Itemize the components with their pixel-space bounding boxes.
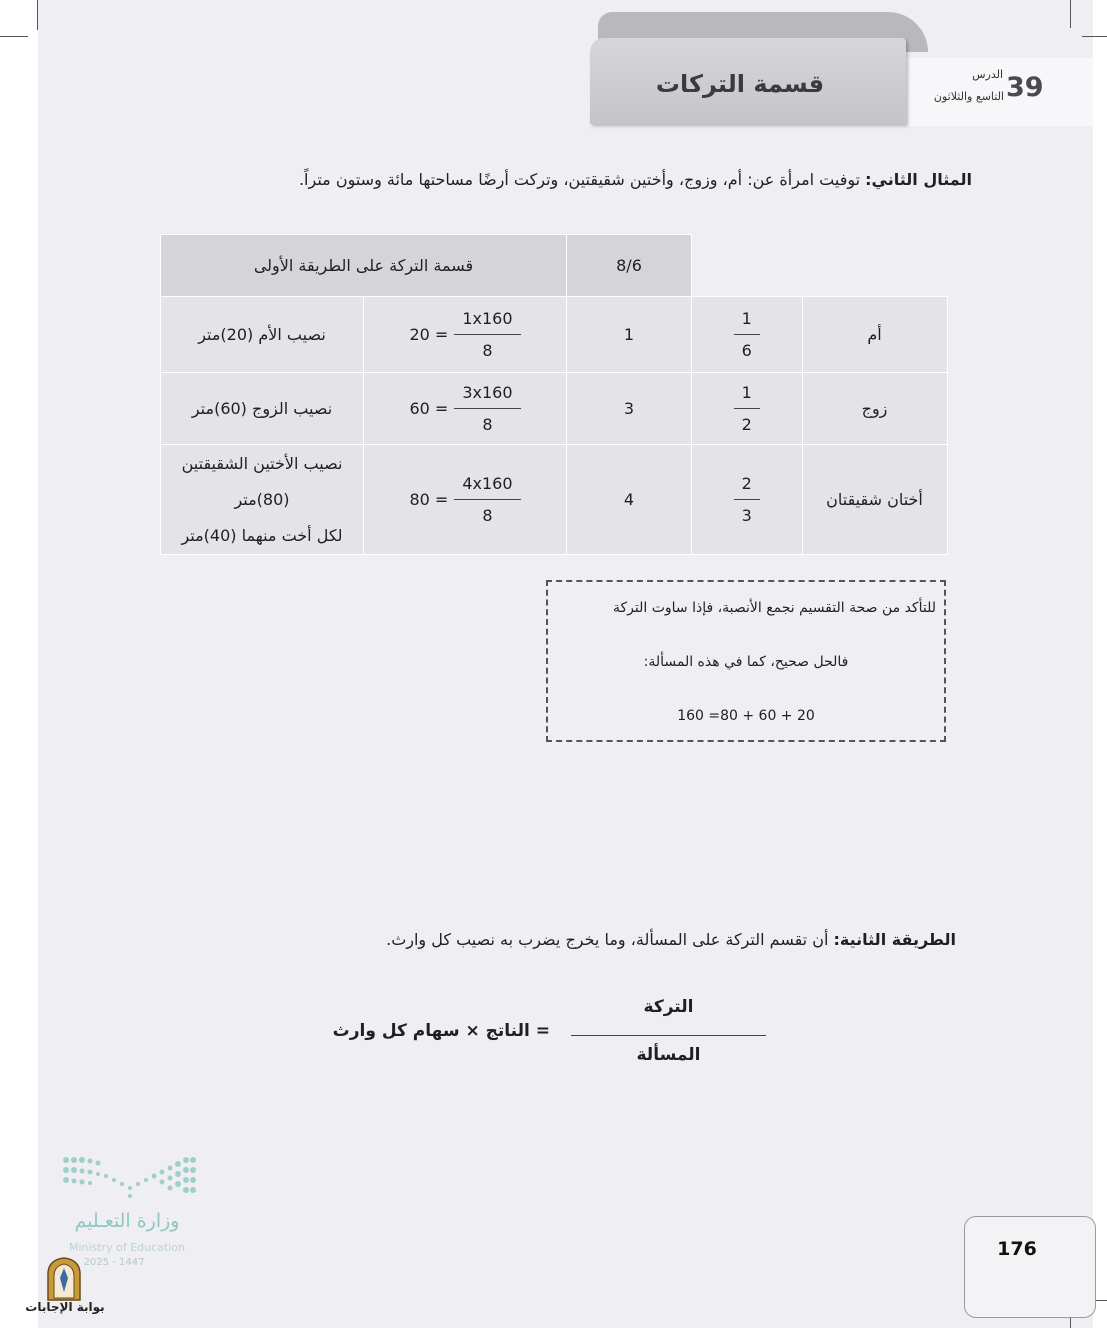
ministry-logo-icon [62, 1154, 196, 1202]
fraction [692, 297, 803, 373]
calc-result: 80 = [409, 490, 449, 509]
share-line: نصيب الأختين الشقيقتين [181, 453, 343, 473]
portal-logo-icon [44, 1256, 84, 1302]
page-number: 176 [997, 1238, 1037, 1260]
fraction-denominator: 3 [741, 506, 752, 525]
table-row [161, 445, 948, 555]
heir: أم [802, 297, 947, 373]
portal-name: بوابة الإجابات [25, 1300, 105, 1314]
ministry-year: 2025 - 1447 [83, 1257, 145, 1268]
heir: أختان شقيقتان [802, 445, 947, 555]
calc-denominator: 8 [482, 415, 493, 434]
shares: 3 [567, 373, 692, 445]
share-text: نصيب الزوج (60)متر [161, 373, 364, 445]
method-two-text: أن تقسم التركة على المسألة، وما يخرج يضرب به نصيب كل وارث. [386, 930, 834, 949]
share-calc [364, 297, 567, 373]
lesson-label: الدرس [972, 68, 1003, 81]
heir: زوج [802, 373, 947, 445]
lesson-number: 39 [1006, 72, 1044, 103]
calc-numerator: 4x160 [454, 474, 520, 500]
calc-denominator: 8 [482, 506, 493, 525]
check-box [546, 580, 946, 742]
share-line: لكل أخت منهما (40)متر [181, 525, 343, 545]
fraction-bar [571, 1035, 766, 1036]
method-two-label: الطريقة الثانية: [833, 930, 956, 949]
crop-mark [1082, 36, 1107, 37]
calc-numerator: 1x160 [454, 309, 520, 335]
share-calc [364, 373, 567, 445]
lesson-ordinal: التاسع والثلاثون [933, 90, 1004, 103]
crop-mark [1070, 0, 1071, 28]
share-calc [364, 445, 567, 555]
check-line: فالحل صحيح، كما في هذه المسألة: [643, 654, 849, 670]
example-text: توفيت امرأة عن: أم، وزوج، وأختين شقيقتين، وتركت أرضًا مساحتها مائة وستون متراً. [298, 170, 866, 189]
share-text [161, 445, 364, 555]
share-line: (80)متر [234, 489, 290, 509]
example-intro [200, 170, 972, 189]
fraction-numerator: 2 [734, 474, 760, 500]
calc-result: 20 = [409, 325, 449, 344]
shares: 1 [567, 297, 692, 373]
calc-denominator: 8 [482, 341, 493, 360]
fraction-numerator: 1 [734, 383, 760, 409]
formula-denominator: المسألة [636, 1045, 701, 1065]
header-method: قسمة التركة على الطريقة الأولى [161, 235, 567, 297]
ministry-name-ar: وزارة التعـليم [74, 1210, 180, 1232]
fraction [692, 373, 803, 445]
calc-numerator: 3x160 [454, 383, 520, 409]
fraction [692, 445, 803, 555]
fraction-denominator: 2 [741, 415, 752, 434]
title-tab [590, 12, 935, 116]
fraction-denominator: 6 [741, 341, 752, 360]
formula-numerator: التركة [643, 997, 694, 1017]
header-base: 8/6 [567, 235, 692, 297]
crop-mark [0, 36, 28, 37]
page-number-box [964, 1216, 1096, 1318]
shares: 4 [567, 445, 692, 555]
check-sum: 160 =80 + 60 + 20 [677, 708, 815, 724]
method-two [300, 930, 956, 949]
inheritance-table [160, 234, 948, 555]
table-row [161, 297, 948, 373]
share-text: نصيب الأم (20)متر [161, 297, 364, 373]
table-row [161, 373, 948, 445]
check-line: للتأكد من صحة التقسيم نجمع الأنصبة، فإذا ساوت التركة [612, 600, 936, 616]
formula-rhs: = الناتج × سهام كل وارث [332, 1021, 550, 1041]
calc-result: 60 = [409, 399, 449, 418]
ministry-name-en: Ministry of Education [68, 1241, 185, 1254]
page-title: قسمة التركات [655, 70, 825, 98]
crop-mark [37, 0, 38, 30]
example-label: المثال الثاني: [865, 170, 972, 189]
fraction-numerator: 1 [734, 309, 760, 335]
